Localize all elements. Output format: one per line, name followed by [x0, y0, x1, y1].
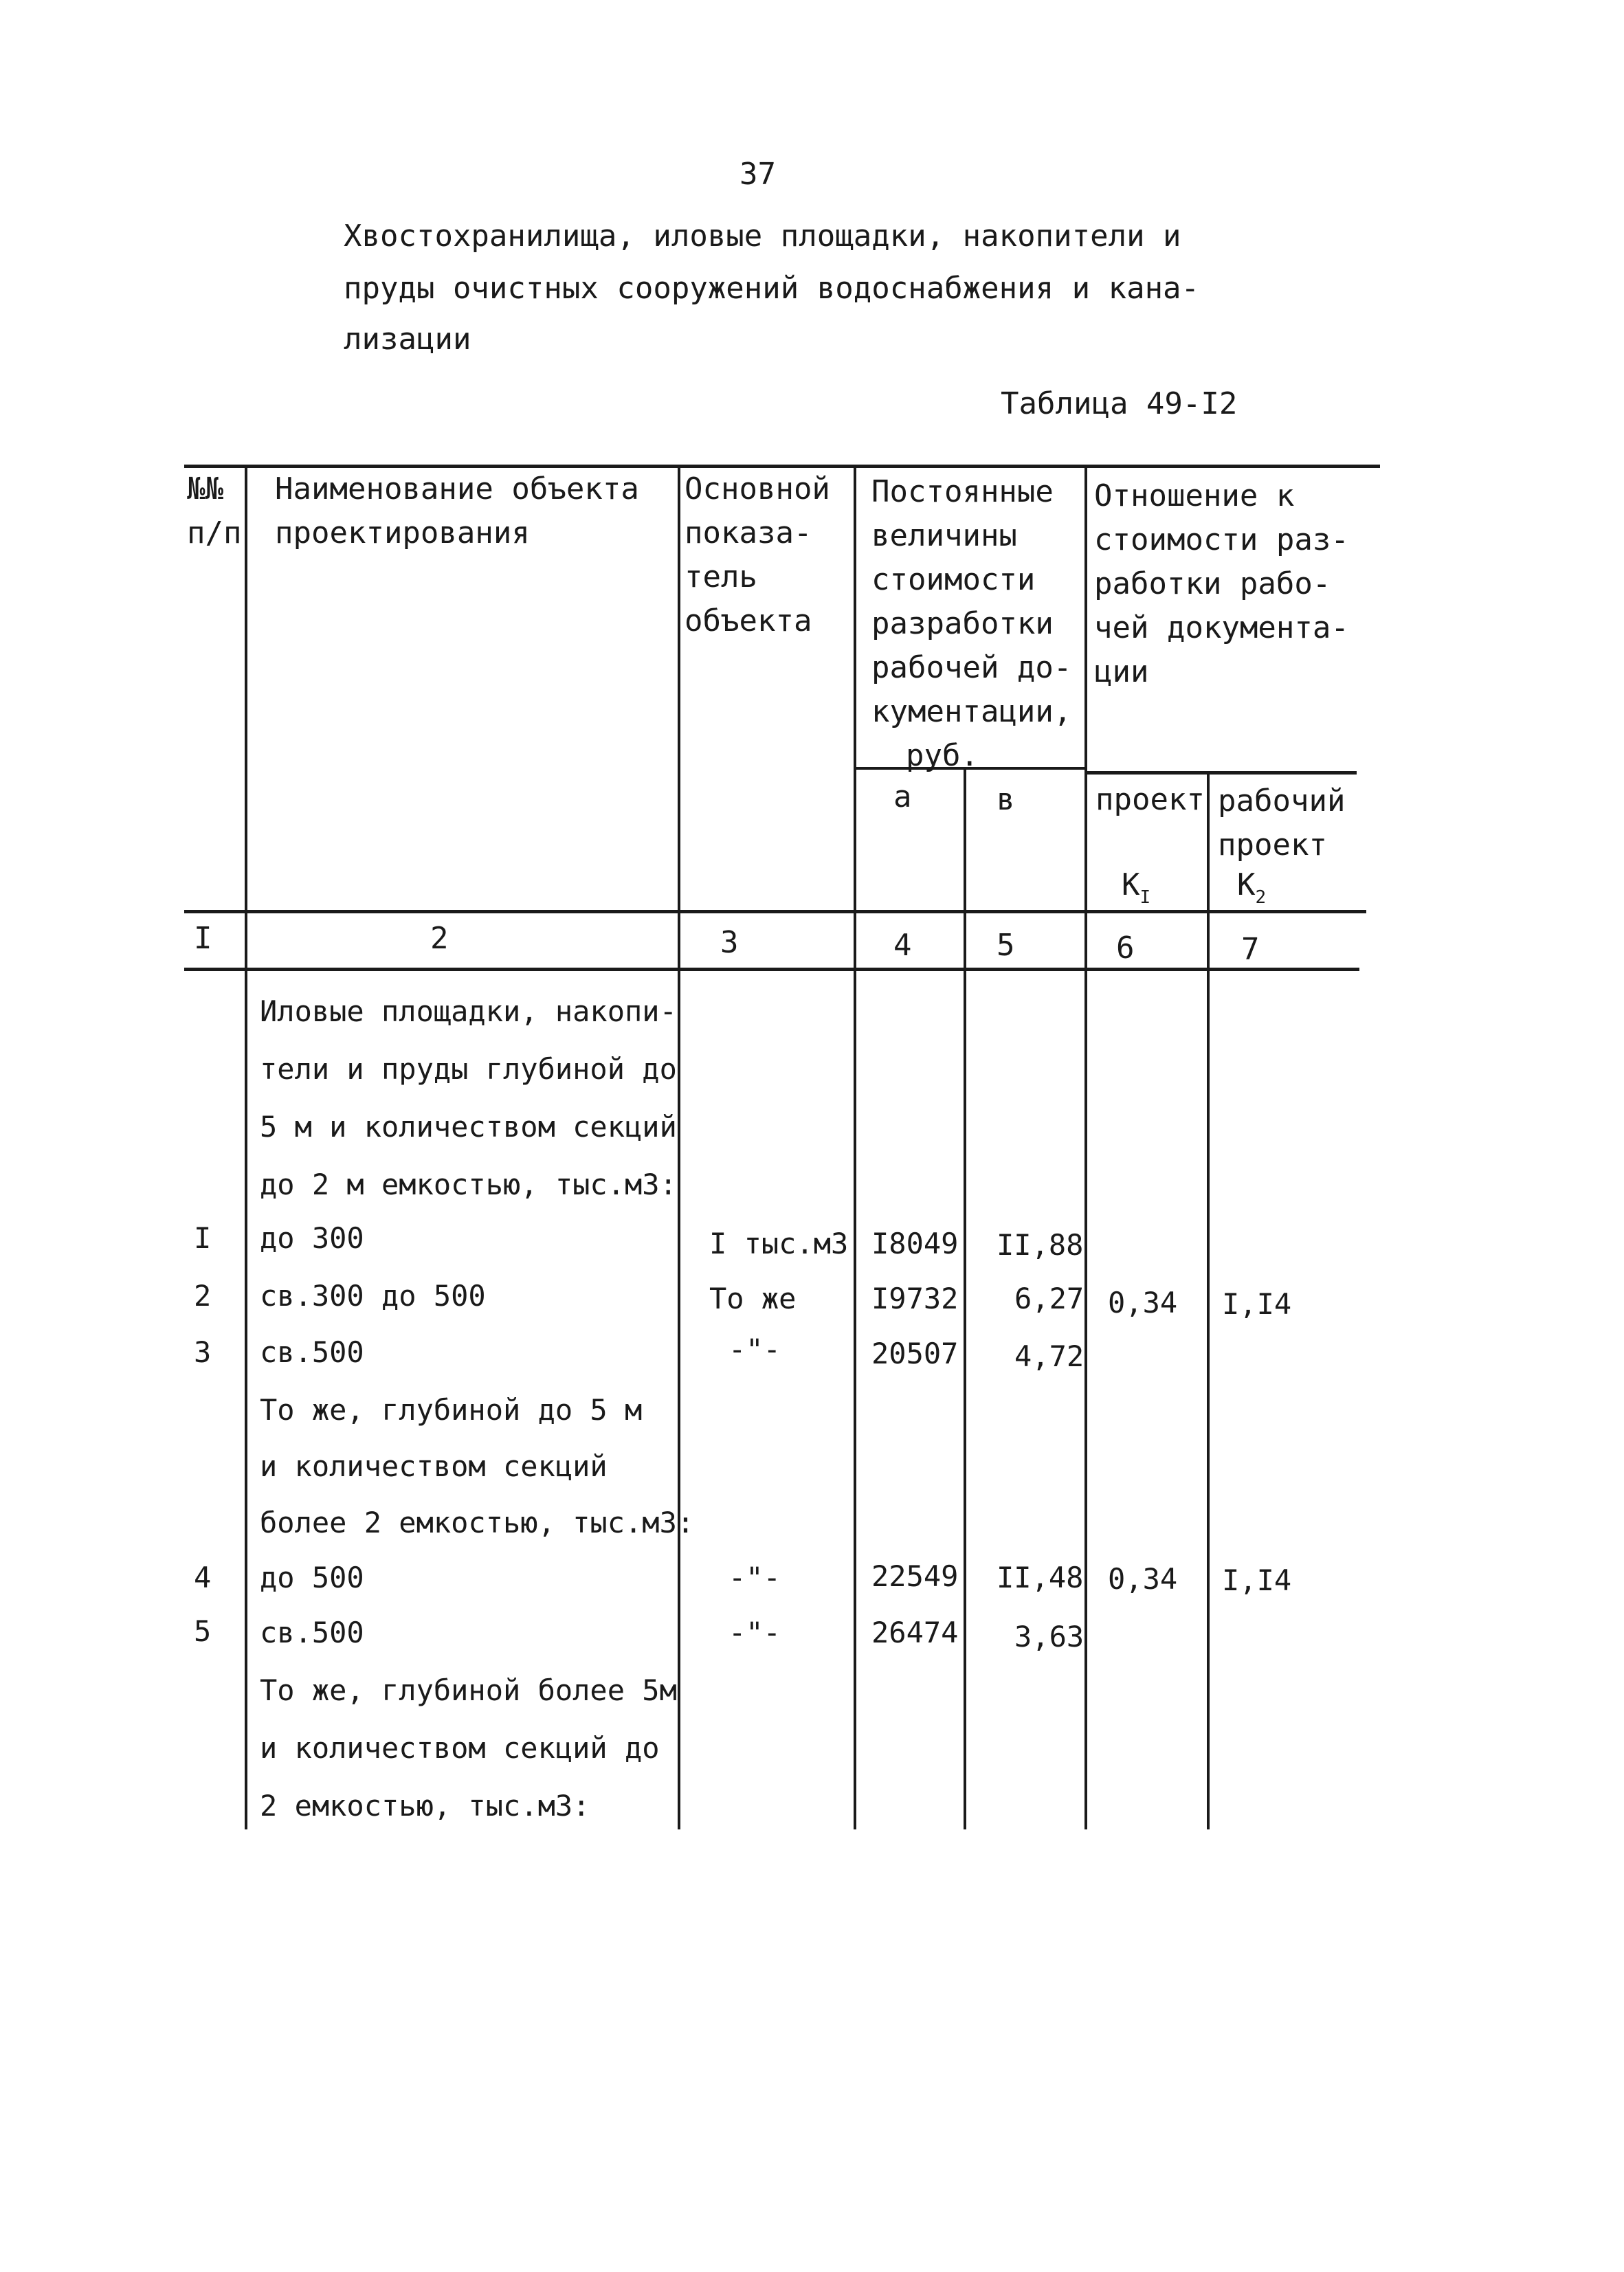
- row-indicator: -"-: [728, 1616, 781, 1649]
- row-name: св.500: [260, 1616, 364, 1649]
- header-col67: Отношение к стоимости раз- работки рабо- чей документа- ции: [1094, 478, 1349, 689]
- row-value-a: I8049: [871, 1227, 959, 1260]
- subheader-k2: $К_2$: [1237, 867, 1267, 908]
- heading-line-3: лизации: [344, 322, 471, 357]
- row-number: 5: [194, 1614, 212, 1648]
- k2-value-group1: I,I4: [1222, 1287, 1292, 1321]
- vline-4: [964, 768, 966, 1829]
- k1-value-group1: 0,34: [1108, 1286, 1178, 1319]
- colnum-1: I: [194, 921, 212, 956]
- table-label: Таблица 49-I2: [1001, 386, 1238, 421]
- row-indicator: То же: [709, 1282, 797, 1315]
- header-col1: №№ п/п: [187, 471, 242, 550]
- row-indicator: I тыс.м3: [709, 1227, 849, 1260]
- rule-under-col67: [1086, 771, 1357, 775]
- k2-value-group2: I,I4: [1222, 1563, 1292, 1597]
- row-value-a: 26474: [871, 1616, 959, 1649]
- colnum-4: 4: [893, 928, 912, 963]
- rule-above-colnums: [184, 910, 1366, 913]
- row-number: I: [194, 1221, 212, 1255]
- colnum-3: 3: [720, 925, 739, 960]
- heading-line-2: пруды очистных сооружений водоснабжения и кана-: [344, 271, 1200, 306]
- vline-6: [1207, 772, 1210, 1829]
- row-value-b: 6,27: [1014, 1282, 1084, 1315]
- row-number: 3: [194, 1335, 212, 1369]
- heading-line-1: Хвостохранилища, иловые площадки, накопители и: [344, 219, 1181, 254]
- rule-below-colnums: [184, 968, 1359, 971]
- vline-1: [245, 466, 247, 1829]
- group2-description: То же, глубиной до 5 м и количеством секций более 2 емкостью, тыс.м3:: [260, 1393, 695, 1539]
- group3-description: То же, глубиной более 5м и количеством секций до 2 емкостью, тыс.м3:: [260, 1673, 677, 1823]
- row-name: св.300 до 500: [260, 1279, 486, 1313]
- header-col2: Наименование объекта проектирования: [275, 471, 639, 550]
- header-col3: Основной показа- тель объекта: [685, 471, 830, 638]
- row-number: 2: [194, 1279, 212, 1313]
- colnum-7: 7: [1241, 932, 1260, 967]
- row-value-a: I9732: [871, 1282, 959, 1315]
- vline-2: [678, 466, 680, 1829]
- row-number: 4: [194, 1561, 212, 1594]
- row-name: до 300: [260, 1221, 364, 1255]
- subheader-rabochiy: рабочий проект: [1218, 783, 1346, 862]
- row-value-b: 3,63: [1014, 1620, 1084, 1653]
- subheader-b: в: [997, 782, 1015, 817]
- row-indicator: -"-: [728, 1561, 781, 1594]
- row-indicator: -"-: [728, 1333, 781, 1366]
- vline-5: [1084, 466, 1087, 1829]
- subheader-k1: $К_I$: [1122, 867, 1151, 908]
- colnum-5: 5: [997, 928, 1015, 963]
- subheader-proekt: проект: [1095, 782, 1205, 817]
- row-value-b: II,48: [997, 1561, 1084, 1594]
- header-col45: Постоянные величины стоимости разработки рабочей до- кументации, руб.: [871, 474, 1072, 773]
- subheader-a: а: [893, 779, 912, 814]
- row-value-b: II,88: [997, 1228, 1084, 1262]
- vline-3: [854, 466, 856, 1829]
- row-name: до 500: [260, 1561, 364, 1594]
- colnum-6: 6: [1116, 931, 1135, 966]
- row-value-b: 4,72: [1014, 1339, 1084, 1373]
- row-name: св.500: [260, 1335, 364, 1369]
- group1-description: Иловые площадки, накопи- тели и пруды глубиной до 5 м и количеством секций до 2 м емкостью, тыс.м3:: [260, 994, 677, 1201]
- k1-value-group2: 0,34: [1108, 1562, 1178, 1596]
- page-number: 37: [739, 157, 776, 192]
- colnum-2: 2: [430, 921, 449, 956]
- row-value-a: 22549: [871, 1559, 959, 1593]
- row-value-a: 20507: [871, 1337, 959, 1370]
